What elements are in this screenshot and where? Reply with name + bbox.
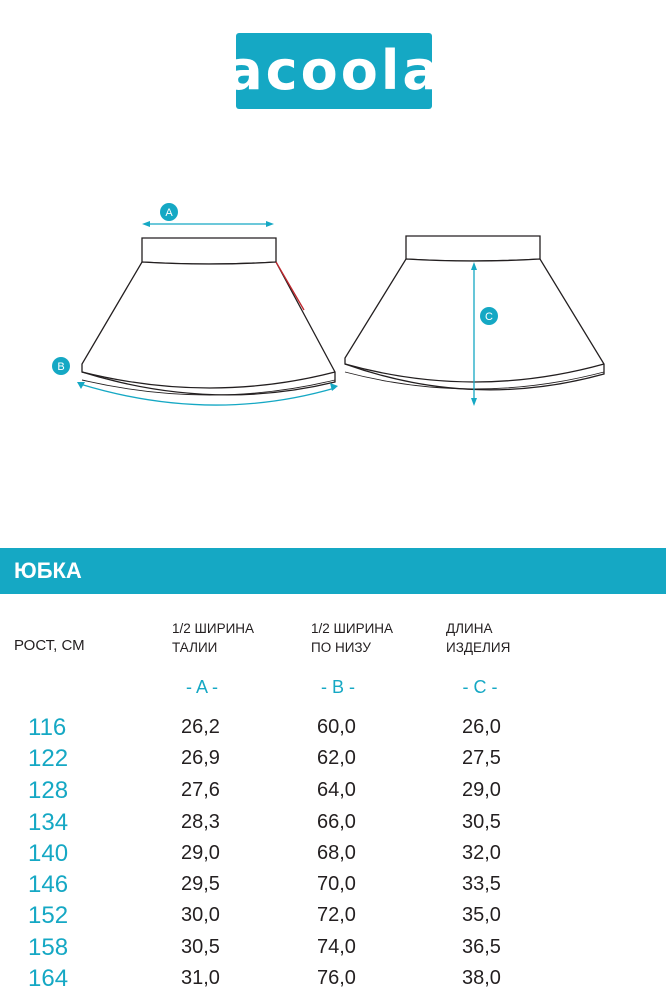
hem-cell: 68,0 [317, 842, 356, 864]
column-header-a [172, 619, 254, 657]
column-header-c [446, 619, 510, 657]
table-row [0, 869, 666, 900]
height-cell: 158 [28, 934, 69, 961]
length-cell: 35,0 [462, 904, 501, 926]
column-letter-b: - B - [321, 677, 355, 697]
height-cell: 152 [28, 902, 69, 929]
table-row [0, 900, 666, 931]
table-row [0, 807, 666, 838]
length-cell: 38,0 [462, 967, 501, 989]
brand-logo [226, 33, 442, 109]
height-cell: 128 [28, 777, 69, 804]
hem-cell: 72,0 [317, 904, 356, 926]
section-title: ЮБКА [14, 558, 82, 583]
column-letter-a: - A - [185, 677, 218, 697]
height-cell: 164 [28, 965, 69, 992]
hem-cell: 76,0 [317, 967, 356, 989]
height-cell: 146 [28, 871, 69, 898]
hem-cell: 74,0 [317, 936, 356, 958]
hem-cell: 62,0 [317, 747, 356, 769]
height-cell: 122 [28, 745, 69, 772]
row-header-label: РОСТ, СМ [14, 637, 85, 654]
column-header-a-line1: 1/2 ШИРИНА [172, 621, 255, 636]
height-cell: 140 [28, 840, 69, 867]
height-cell: 116 [28, 714, 67, 741]
table-row [0, 963, 666, 994]
table-row [0, 712, 666, 743]
marker-c-label: C [485, 311, 493, 323]
marker-c [480, 307, 498, 325]
skirt-front-drawing [82, 238, 335, 395]
waist-cell: 30,0 [181, 904, 220, 926]
section-title-banner [0, 548, 666, 594]
waist-cell: 29,0 [181, 842, 220, 864]
waist-cell: 29,5 [181, 873, 220, 895]
length-cell: 26,0 [462, 716, 501, 738]
length-cell: 32,0 [462, 842, 501, 864]
column-header-c-line1: ДЛИНА [446, 621, 493, 636]
marker-a-label: A [165, 207, 173, 219]
column-header-c-line2: ИЗДЕЛИЯ [446, 640, 511, 655]
length-cell: 27,5 [462, 747, 501, 769]
length-cell: 30,5 [462, 811, 501, 833]
table-row [0, 838, 666, 869]
measure-a-line [142, 221, 274, 227]
waist-cell: 28,3 [181, 811, 220, 833]
length-cell: 33,5 [462, 873, 501, 895]
marker-a [160, 203, 178, 221]
hem-cell: 60,0 [317, 716, 356, 738]
marker-b [52, 357, 70, 375]
waist-cell: 31,0 [181, 967, 220, 989]
waist-cell: 26,2 [181, 716, 220, 738]
skirt-diagram [0, 190, 666, 420]
table-row [0, 932, 666, 963]
column-header-b [311, 619, 393, 657]
hem-cell: 70,0 [317, 873, 356, 895]
waist-cell: 27,6 [181, 779, 220, 801]
waist-cell: 30,5 [181, 936, 220, 958]
length-cell: 29,0 [462, 779, 501, 801]
brand-logo-text: acoola [226, 39, 442, 102]
hem-cell: 64,0 [317, 779, 356, 801]
table-row [0, 775, 666, 806]
waist-cell: 26,9 [181, 747, 220, 769]
column-header-b-line1: 1/2 ШИРИНА [311, 621, 394, 636]
column-letter-c: - C - [462, 677, 498, 697]
column-header-b-line2: ПО НИЗУ [311, 640, 371, 655]
table-row [0, 743, 666, 774]
hem-cell: 66,0 [317, 811, 356, 833]
marker-b-label: B [57, 361, 65, 373]
height-cell: 134 [28, 809, 69, 836]
length-cell: 36,5 [462, 936, 501, 958]
column-header-a-line2: ТАЛИИ [172, 640, 218, 655]
